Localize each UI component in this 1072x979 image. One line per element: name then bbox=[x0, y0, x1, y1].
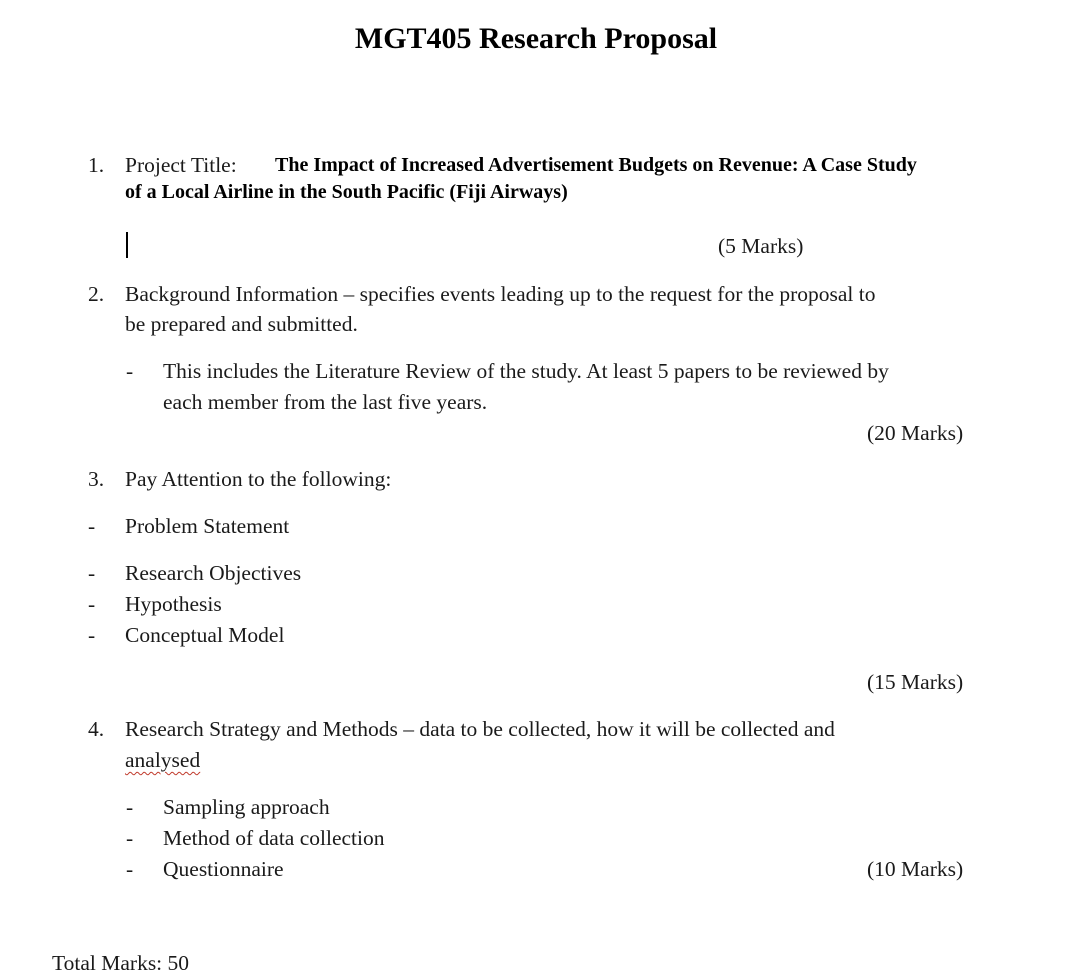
literature-review-line-2: each member from the last five years. bbox=[163, 390, 488, 414]
background-line-1: Background Information – specifies events leading up to the request for the proposal to bbox=[125, 282, 876, 306]
research-strategy-line-2 bbox=[125, 745, 200, 775]
item-4-marks: (10 Marks) bbox=[867, 857, 964, 881]
list-item: Hypothesis bbox=[125, 592, 222, 616]
bullet-dash: - bbox=[88, 623, 96, 647]
item-1-marks: (5 Marks) bbox=[718, 234, 804, 258]
item-4-number: 4. bbox=[88, 717, 105, 741]
bullet-dash: - bbox=[88, 514, 96, 538]
list-item: Questionnaire bbox=[163, 857, 284, 881]
item-3-marks: (15 Marks) bbox=[867, 670, 964, 694]
project-title-line-1: The Impact of Increased Advertisement Budgets on Revenue: A Case Study bbox=[275, 154, 917, 176]
list-item: Sampling approach bbox=[163, 795, 330, 819]
bullet-dash: - bbox=[126, 826, 134, 850]
literature-review-line-1: This includes the Literature Review of the study. At least 5 papers to be reviewed by bbox=[163, 359, 889, 383]
list-item: Problem Statement bbox=[125, 514, 290, 538]
page-title: MGT405 Research Proposal bbox=[354, 22, 718, 55]
bullet-dash: - bbox=[126, 857, 134, 881]
spellcheck-word[interactable]: analysed bbox=[125, 748, 201, 772]
bullet-dash: - bbox=[126, 795, 134, 819]
bullet-dash: - bbox=[88, 561, 96, 585]
list-item: Conceptual Model bbox=[125, 623, 285, 647]
list-item: Method of data collection bbox=[163, 826, 385, 850]
item-2-marks: (20 Marks) bbox=[867, 421, 964, 445]
list-item: Research Objectives bbox=[125, 561, 302, 585]
bullet-dash: - bbox=[88, 592, 96, 616]
background-line-2: be prepared and submitted. bbox=[125, 312, 358, 336]
text-cursor bbox=[126, 232, 128, 258]
research-strategy-line-1: Research Strategy and Methods – data to be collected, how it will be collected and bbox=[125, 717, 835, 741]
item-2-number: 2. bbox=[88, 282, 105, 306]
item-1-number: 1. bbox=[88, 153, 105, 177]
pay-attention-line: Pay Attention to the following: bbox=[125, 467, 392, 491]
project-title-line-2: of a Local Airline in the South Pacific (Fiji Airways) bbox=[125, 181, 568, 203]
bullet-dash: - bbox=[126, 359, 134, 383]
total-marks: Total Marks: 50 bbox=[52, 951, 190, 975]
project-title-label: Project Title: bbox=[125, 153, 237, 177]
item-3-number: 3. bbox=[88, 467, 105, 491]
